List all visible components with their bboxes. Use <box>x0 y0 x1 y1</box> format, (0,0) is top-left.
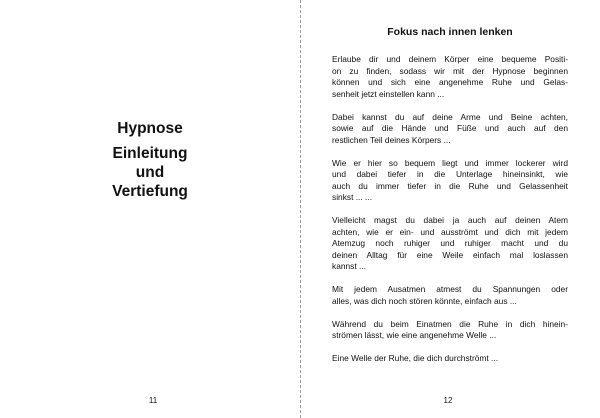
text-line: achten, wie er ein- und ausströmt und dich mit jedem <box>332 226 568 237</box>
text-line: Mit jedem Ausatmen atmest du Spannungen oder <box>332 284 568 294</box>
chapter-title <box>0 119 300 201</box>
text-line: kannst ... <box>332 261 366 271</box>
page-number-left: 11 <box>148 396 158 405</box>
chapter-title-line-1: Hypnose <box>117 120 183 137</box>
text-line: Eine Welle der Ruhe, die dich durchströmt ... <box>332 353 499 363</box>
text-line: sinkst ... ... <box>332 192 373 202</box>
section-heading: Fokus nach innen lenken <box>387 26 513 38</box>
text-line: Atemzug noch ruhiger und ruhiger macht und du <box>332 238 568 248</box>
paragraph-7 <box>332 353 568 365</box>
text-line: Dabei kannst du auf deine Arme und Beine achten, <box>332 111 568 122</box>
text-line: können und sich eine angenehme Ruhe und Gelas- <box>332 77 568 87</box>
paragraph-2 <box>332 112 568 147</box>
page-number-right: 12 <box>443 396 453 405</box>
text-line: senheit jetzt einstellen kann ... <box>332 88 445 99</box>
text-line: sowie auf die Hände und Füße und auch auf den <box>332 123 568 133</box>
text-line: on zu finden, sodass wir mit der Hypnose beginnen <box>332 65 568 76</box>
text-line: Während du beim Einatmen die Ruhe in dich hinein- <box>332 318 568 329</box>
text-line: alles, was dich noch stören könnte, einfach aus ... <box>332 295 517 306</box>
text-line: Erlaube dir und deinem Körper eine bequeme Positi- <box>332 54 568 64</box>
text-line: strömen lässt, wie eine angenehme Welle ... <box>332 330 497 340</box>
chapter-title-line-3: und <box>135 164 165 181</box>
body-text <box>332 54 568 376</box>
right-page <box>300 0 600 418</box>
paragraph-4 <box>332 215 568 273</box>
paragraph-5 <box>332 284 568 307</box>
paragraph-1 <box>332 54 568 100</box>
text-line: Vielleicht magst du dabei ja auch auf deinen Atem <box>332 215 568 225</box>
chapter-title-line-2: Einleitung <box>112 145 188 162</box>
text-line: restlichen Teil deines Körpers ... <box>332 134 451 145</box>
text-line: und dabei tiefer in die Unterlage hineinsinkt, wie <box>332 169 568 179</box>
text-line: deinen Alltag für eine Weile einfach mal loslassen <box>332 249 568 260</box>
paragraph-6 <box>332 319 568 342</box>
text-line: Wie er hier so bequem liegt und immer lockerer wird <box>332 157 568 168</box>
text-line: auch du immer tiefer in die Ruhe und Gelassenheit <box>332 180 568 191</box>
chapter-title-line-4: Vertiefung <box>112 183 188 200</box>
paragraph-3 <box>332 158 568 204</box>
